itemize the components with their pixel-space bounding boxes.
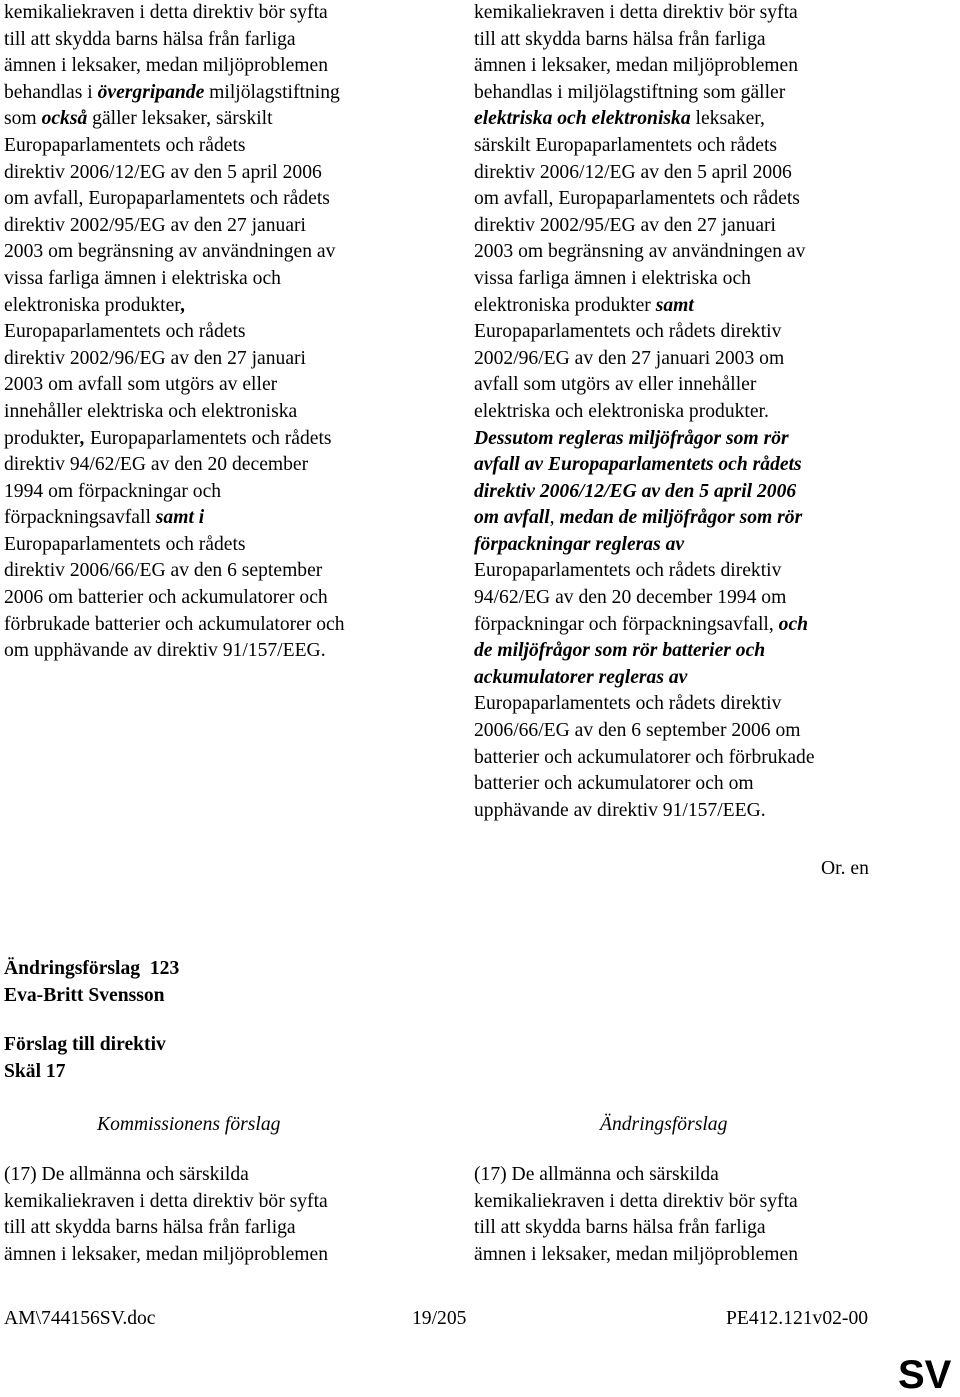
- emphasized-text: samt: [655, 294, 694, 316]
- text-run: gäller leksaker, särskilt: [87, 108, 273, 130]
- text-run: kemikaliekraven i detta direktiv bör syfta: [474, 2, 798, 23]
- emphasized-text: avfall av Europaparlamentets och rådets: [474, 454, 802, 476]
- text-run: ,: [549, 507, 560, 529]
- commission-text-line: [4, 133, 345, 160]
- commission-text-line: [4, 239, 345, 266]
- text-run: till att skydda barns hälsa från farliga: [4, 28, 296, 50]
- amendment-text-line: [474, 585, 815, 612]
- text-run: om avfall, Europaparlamentets och rådets: [474, 188, 800, 210]
- emphasized-text: övergripande: [97, 81, 205, 103]
- emphasized-text: om avfall: [474, 507, 550, 529]
- text-run: Europaparlamentets och rådets direktiv: [474, 560, 782, 582]
- amendment-text-line: [474, 532, 815, 559]
- commission-text-line: [4, 426, 345, 453]
- amendment-text-line: [474, 0, 815, 27]
- text-run: elektroniska produkter: [474, 294, 656, 316]
- text-run: direktiv 2002/96/EG av den 27 januari: [4, 347, 307, 369]
- text-run: förbrukade batterier och ackumulatorer och: [4, 613, 345, 635]
- commission-text-line: [4, 346, 345, 373]
- amendment-text-line: [474, 399, 815, 426]
- amendment-text-line: [474, 80, 815, 107]
- text-run: elektriska och elektroniska produkter.: [474, 400, 769, 422]
- recital-label: Skäl 17: [4, 1060, 66, 1082]
- amendment-text-line: [474, 160, 815, 187]
- emphasized-text: medan de miljöfrågor som rör: [559, 507, 803, 529]
- amendment-heading: [4, 956, 179, 1009]
- commission-text-line: [4, 0, 345, 27]
- recital-line: ämnen i leksaker, medan miljöproblemen: [4, 1243, 329, 1265]
- amendment-author: Eva-Britt Svensson: [4, 984, 165, 1006]
- text-run: Europaparlamentets och rådets: [4, 134, 246, 156]
- recital-text-commission: [4, 1162, 328, 1268]
- amendment-text-line: [474, 293, 815, 320]
- amendment-text-line: [474, 372, 815, 399]
- amendment-text-line: [474, 27, 815, 54]
- amendment-number: Ändringsförslag 123: [4, 958, 180, 979]
- commission-text-line: [4, 585, 345, 612]
- text-run: direktiv 2002/95/EG av den 27 januari: [4, 214, 307, 236]
- text-run: direktiv 2006/66/EG av den 6 september: [4, 560, 323, 582]
- text-run: avfall som utgörs av eller innehåller: [474, 374, 757, 396]
- text-run: batterier och ackumulatorer och om: [474, 773, 754, 795]
- text-run: om avfall, Europaparlamentets och rådets: [4, 188, 330, 210]
- text-run: 2003 om avfall som utgörs av eller: [4, 374, 278, 396]
- proposal-heading: [4, 1032, 166, 1085]
- text-run: 1994 om förpackningar och: [4, 480, 222, 502]
- emphasized-text: och: [778, 613, 809, 635]
- commission-text-line: [4, 372, 345, 399]
- amendment-text-line: [474, 745, 815, 772]
- column-title-amendment: Ändringsförslag: [600, 1114, 728, 1135]
- amendment-text-line: [474, 133, 815, 160]
- text-run: direktiv 94/62/EG av den 20 december: [4, 454, 309, 476]
- amendment-text-line: [474, 266, 815, 293]
- emphasized-text: samt i: [155, 507, 205, 529]
- amendment-text-line: [474, 106, 815, 133]
- commission-text-line: [4, 293, 345, 320]
- amendment-text-line: [474, 239, 815, 266]
- commission-text-line: [4, 558, 345, 585]
- commission-text-line: [4, 319, 345, 346]
- emphasized-text: förpackningar regleras av: [474, 533, 685, 555]
- text-run: 2006/66/EG av den 6 september 2006 om: [474, 720, 801, 742]
- commission-text-line: [4, 399, 345, 426]
- commission-text-line: [4, 532, 345, 559]
- text-run: som: [4, 108, 42, 130]
- text-run: 2006 om batterier och ackumulatorer och: [4, 587, 328, 609]
- text-run: Europaparlamentets och rådets direktiv: [474, 693, 782, 715]
- emphasized-text: ,: [180, 294, 186, 316]
- emphasized-text: de miljöfrågor som rör batterier och: [474, 640, 766, 662]
- emphasized-text: ,: [80, 427, 86, 449]
- text-run: produkter: [4, 427, 81, 449]
- text-run: miljölagstiftning: [204, 81, 340, 103]
- commission-proposal-column: [4, 0, 345, 665]
- footer-page-number: 19/205: [412, 1308, 467, 1329]
- recital-text-amendment: [474, 1162, 798, 1268]
- commission-text-line: [4, 106, 345, 133]
- amendment-text-line: [474, 319, 815, 346]
- emphasized-text: också: [41, 108, 88, 130]
- recital-line: ämnen i leksaker, medan miljöproblemen: [474, 1243, 799, 1265]
- amendment-text-line: [474, 346, 815, 373]
- text-run: Europaparlamentets och rådets: [4, 533, 246, 555]
- commission-text-line: [4, 160, 345, 187]
- column-title-commission: Kommissionens förslag: [97, 1114, 281, 1135]
- footer-pe-ref: PE412.121v02-00: [726, 1308, 869, 1329]
- language-mark: SV: [898, 1353, 952, 1397]
- text-run: vissa farliga ämnen i elektriska och: [4, 267, 281, 289]
- commission-text-line: [4, 505, 345, 532]
- amendment-text-line: [474, 665, 815, 692]
- text-run: 2003 om begränsning av användningen av: [474, 241, 806, 263]
- commission-text-line: [4, 612, 345, 639]
- text-run: om upphävande av direktiv 91/157/EEG.: [4, 640, 326, 662]
- amendment-text-line: [474, 638, 815, 665]
- text-run: förpackningsavfall: [4, 507, 156, 529]
- commission-text-line: [4, 186, 345, 213]
- emphasized-text: direktiv 2006/12/EG av den 5 april 2006: [474, 480, 797, 502]
- amendment-text-line: [474, 213, 815, 240]
- text-run: 2003 om begränsning av användningen av: [4, 241, 336, 263]
- text-run: leksaker,: [690, 108, 765, 130]
- commission-text-line: [4, 452, 345, 479]
- text-run: 94/62/EG av den 20 december 1994 om: [474, 587, 787, 609]
- amendment-text-line: [474, 505, 815, 532]
- recital-line: kemikaliekraven i detta direktiv bör syfta: [474, 1190, 798, 1212]
- amendment-text-line: [474, 612, 815, 639]
- amendment-text-line: [474, 691, 815, 718]
- text-run: upphävande av direktiv 91/157/EEG.: [474, 799, 766, 821]
- text-run: elektroniska produkter: [4, 294, 181, 316]
- text-run: innehåller elektriska och elektroniska: [4, 400, 298, 422]
- amendment-text-line: [474, 53, 815, 80]
- proposal-title: Förslag till direktiv: [4, 1034, 166, 1055]
- text-run: till att skydda barns hälsa från farliga: [474, 28, 766, 50]
- text-run: behandlas i: [4, 81, 98, 103]
- text-run: batterier och ackumulatorer och förbrukade: [474, 746, 815, 768]
- text-run: behandlas i miljölagstiftning som gäller: [474, 81, 786, 103]
- amendment-text-line: [474, 452, 815, 479]
- text-run: 2002/96/EG av den 27 januari 2003 om: [474, 347, 785, 369]
- commission-text-line: [4, 266, 345, 293]
- commission-text-line: [4, 638, 345, 665]
- text-run: kemikaliekraven i detta direktiv bör syfta: [4, 2, 328, 23]
- text-run: ämnen i leksaker, medan miljöproblemen: [4, 55, 329, 77]
- text-run: Europaparlamentets och rådets: [4, 321, 246, 343]
- amendment-text-line: [474, 798, 815, 825]
- recital-line: till att skydda barns hälsa från farliga: [474, 1217, 766, 1239]
- amendment-text-line: [474, 426, 815, 453]
- amendment-text-line: [474, 186, 815, 213]
- text-run: vissa farliga ämnen i elektriska och: [474, 267, 751, 289]
- recital-line: (17) De allmänna och särskilda: [4, 1164, 249, 1185]
- amendment-text-line: [474, 558, 815, 585]
- commission-text-line: [4, 27, 345, 54]
- amendment-text-line: [474, 479, 815, 506]
- text-run: Europaparlamentets och rådets direktiv: [474, 321, 782, 343]
- text-run: ämnen i leksaker, medan miljöproblemen: [474, 55, 799, 77]
- text-run: särskilt Europaparlamentets och rådets: [474, 134, 778, 156]
- original-language: Or. en: [821, 858, 869, 879]
- text-run: direktiv 2002/95/EG av den 27 januari: [474, 214, 777, 236]
- commission-text-line: [4, 80, 345, 107]
- recital-line: kemikaliekraven i detta direktiv bör syfta: [4, 1190, 328, 1212]
- commission-text-line: [4, 479, 345, 506]
- amendment-text-line: [474, 718, 815, 745]
- commission-text-line: [4, 213, 345, 240]
- text-run: Europaparlamentets och rådets: [85, 427, 332, 449]
- footer-doc-ref: AM\744156SV.doc: [4, 1308, 156, 1329]
- text-run: direktiv 2006/12/EG av den 5 april 2006: [4, 161, 322, 183]
- amendment-text-line: [474, 771, 815, 798]
- emphasized-text: ackumulatorer regleras av: [474, 666, 688, 688]
- emphasized-text: Dessutom regleras miljöfrågor som rör: [474, 427, 789, 449]
- amendment-column: [474, 0, 815, 824]
- recital-line: till att skydda barns hälsa från farliga: [4, 1217, 296, 1239]
- text-run: direktiv 2006/12/EG av den 5 april 2006: [474, 161, 792, 183]
- text-run: förpackningar och förpackningsavfall,: [474, 613, 779, 635]
- recital-line: (17) De allmänna och särskilda: [474, 1164, 719, 1185]
- commission-text-line: [4, 53, 345, 80]
- emphasized-text: elektriska och elektroniska: [474, 108, 691, 130]
